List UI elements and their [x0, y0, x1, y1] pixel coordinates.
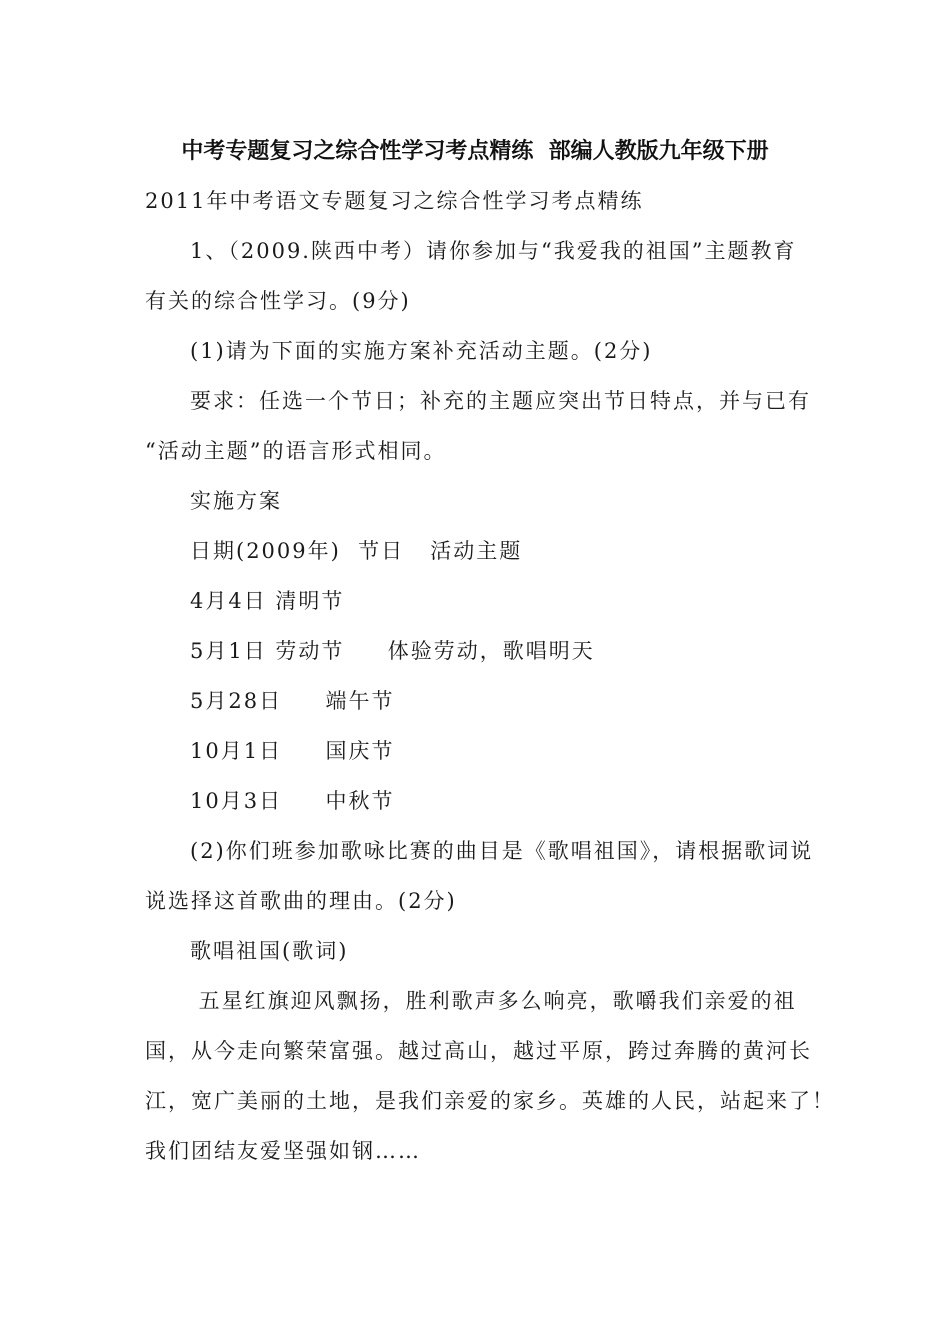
- plan-row-qingming: 4月4日 清明节: [190, 589, 345, 613]
- lyrics-line-4: 我们团结友爱坚强如钢……: [145, 1139, 421, 1163]
- sub-question-2-line-1: (2)你们班参加歌咏比赛的曲目是《歌唱祖国》，请根据歌词说: [190, 839, 814, 863]
- plan-heading: 实施方案: [190, 489, 282, 513]
- sub-question-2-line-2: 说选择这首歌曲的理由。(2分): [145, 889, 457, 913]
- plan-row-mid-autumn: 10月3日 中秋节: [190, 789, 395, 813]
- plan-row-dragon-boat: 5月28日 端午节: [190, 689, 395, 713]
- question-1-line-2: 有关的综合性学习。(9分): [145, 289, 411, 313]
- requirement-line-2: “活动主题”的语言形式相同。: [145, 439, 447, 463]
- lyrics-line-2: 国，从今走向繁荣富强。越过高山，越过平原，跨过奔腾的黄河长: [145, 1039, 812, 1063]
- sub-question-1: (1)请为下面的实施方案补充活动主题。(2分): [190, 339, 653, 363]
- lyrics-heading: 歌唱祖国(歌词): [190, 939, 349, 963]
- document-title: 中考专题复习之综合性学习考点精练 部编人教版九年级下册: [181, 139, 769, 164]
- lyrics-line-1: 五星红旗迎风飘扬，胜利歌声多么响亮，歌嚼我们亲爱的祖: [190, 989, 797, 1013]
- subtitle-line: 2011年中考语文专题复习之综合性学习考点精练: [145, 189, 644, 213]
- plan-row-national-day: 10月1日 国庆节: [190, 739, 395, 763]
- question-1-line-1: 1、（2009.陕西中考）请你参加与“我爱我的祖国”主题教育: [190, 239, 797, 263]
- lyrics-line-3: 江，宽广美丽的土地，是我们亲爱的家乡。英雄的人民，站起来了！: [145, 1089, 835, 1113]
- requirement-line-1: 要求：任选一个节日；补充的主题应突出节日特点，并与已有: [190, 389, 811, 413]
- plan-table-header: 日期(2009年) 节日 活动主题: [190, 539, 523, 563]
- plan-row-labor-day: 5月1日 劳动节 体验劳动，歌唱明天: [190, 639, 595, 663]
